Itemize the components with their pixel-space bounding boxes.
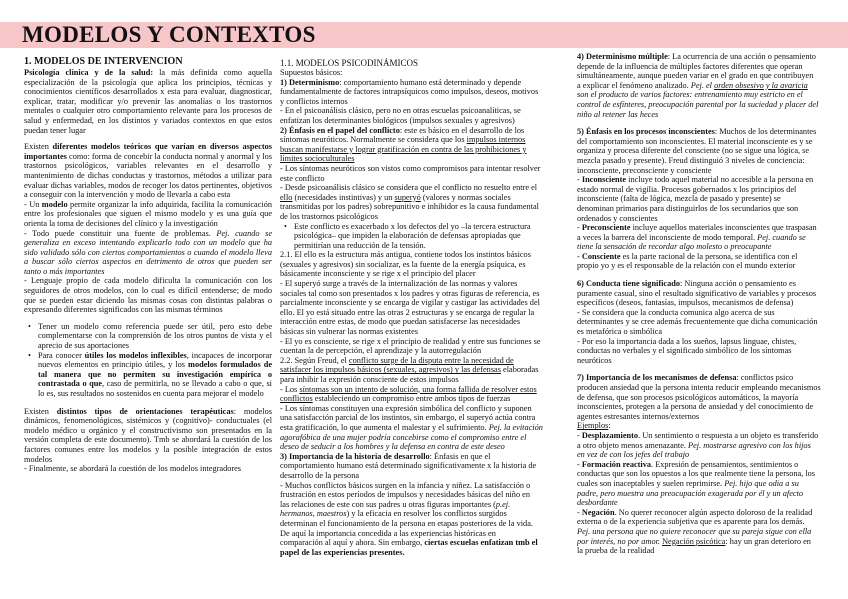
text-line: padre, pero muestra una preocupación exagerada por él y un afecto — [577, 488, 804, 498]
text-line: 7) Importancia de los mecanismos de defensa: conflictos psico — [577, 373, 794, 383]
text-line: conductas que son los opuestos a los que realmente tiene la persona, los — [577, 469, 816, 479]
text-line: neuróticos — [577, 355, 612, 365]
text-line: propio yo y es el responsable de la relación con el mundo exterior — [577, 261, 796, 271]
text-line: • Este conflicto es exacerbado x los defectos del yo –la tercera estructura — [280, 222, 566, 232]
text-line: de los trastornos psicológicos — [280, 211, 378, 221]
section-heading: 1. MODELOS DE INTERVENCIÓN — [24, 56, 183, 67]
text-line: (sexuales y agresivos) sin socializar, es la fuente de la energía psíquica, es — [280, 259, 526, 269]
text-line: - En el psicoanálisis clásico, pero no en otras escuelas psicoanalíticas, se — [280, 106, 521, 116]
text-line: básicamente inconsciente y se rige x el principio del placer — [280, 269, 476, 279]
text-line: las relaciones de este con sus padres u otras figuras importantes (p.ej. — [280, 499, 511, 509]
text-line: a explicar el fenómeno analizado. Pej. el orden obsesivo y la avaricia — [577, 80, 808, 90]
text-line: este conflicto — [280, 173, 325, 183]
text-line: - Desplazamiento. Un sentimiento o respuesta a un objeto es transferido — [577, 430, 819, 440]
text-line: - Negación. No querer reconocer algún aspecto doloroso de la realidad — [577, 507, 813, 517]
text-line: 6) Conducta tiene significado: Ninguna acción o pensamiento es — [577, 279, 796, 289]
text-line: producen ansiedad que la persona intenta reducir empleando mecanismos — [577, 383, 821, 392]
text-line: una satisfacción parcial de los instintos, sin embargo, el superyó actúa contra — [280, 413, 536, 423]
text-line: ordenados y conscientes — [577, 213, 658, 223]
text-line: puramente casual, sino el resultado significativo de variables y procesos — [577, 288, 817, 298]
text-line: son el producto de varios factores: entrenamiento muy estricto en el — [577, 90, 803, 100]
text-line — [577, 271, 833, 279]
text-line: cuentan la de percepción, el aprendizaje y la autorregulación — [280, 346, 482, 356]
text-line: cuales son inaceptables y suelen reprimirse. Pej. hijo que odia a su — [577, 478, 799, 488]
text-line: tiene la sensación de recordar algo molesto o preocupante — [577, 242, 772, 252]
paragraph-definition: Psicología clínica y de la salud: la más definida como aquella especialización de la psicología que aplica los principios, técnicas y conocimientos científicos desarrollados x esta para evaluar, diagnosticar, explicar, tratar, modificar y/o prevenir las anomalías o los trastornos mentales o cualquier otro comportamiento relevante para los procesos de salud y enfermedad, en los distintos y variados contextos en que estos puedan tener lugar — [24, 68, 272, 135]
bullet-item: • Para conocer útiles los modelos inflexibles, incapaces de incorporar nuevos elementos en principio útiles, y los modelos formulados de tal manera que no permiten su investigación empírica o contrastada o que, caso de permitirla, no se llevado a cabo o que, si lo es, sus resultados no sostenidos en cuenta para mejorar el modelo — [24, 351, 272, 399]
text-line: agorafóbica de una mujer podría concebirse como el compromiso entre el — [280, 432, 527, 442]
text-line: satisfacer los impulsos básicos (sexuales, agresivos) y las defensas elaboradas — [280, 365, 539, 375]
text-line: parcialmente inconsciente y se encarga de vigilar y castigar las actividades del — [280, 298, 540, 308]
text-line: enfatizan los determinantes biológicos (impulsos sexuales y agresivos) — [280, 115, 515, 125]
text-line: comportamiento humano está determinado significativamente x la historia de — [280, 461, 537, 471]
text-line: buscan manifestarse y lograr gratificación en contra de las prohibiciones y — [280, 144, 527, 154]
text-line: 1) Determinismo: comportamiento humano está determinado y depende — [280, 77, 522, 87]
text-line: de defensa, que son procesos psicológicos automáticos, la mayoría — [577, 392, 799, 402]
text-line: límites socioculturales — [280, 154, 355, 164]
text-line: 2.1. El ello es la estructura más antigua, contiene todos los instintos básicos — [280, 250, 531, 260]
text-line: a veces la barrera del inconsciente de modo temporal. Pej. cuando se — [577, 232, 806, 242]
text-line: agentes estresantes internos/externos — [577, 411, 700, 421]
text-line: inconscientes, protegen a la persona de ansiedad y del conocimiento de — [577, 402, 814, 412]
text-line: inconsciente, preconsciente y consciente — [577, 165, 712, 175]
text-line: es metafórica o simbólica — [577, 327, 663, 337]
text-line: por interés, no por amor. Negación psicótica: hay un gran deterioro en — [577, 536, 811, 546]
text-line: determinantes y se cree además frecuentemente que dicha comunicación — [577, 317, 818, 327]
text-line: De aquí la importancia concedida a las experiencias históricas en — [280, 528, 496, 538]
text-line: del comportamiento son inconscientes. El material inconsciente es y se — [577, 136, 813, 146]
text-line: fundamentalmente de factores intrapsíquicos como impulsos, deseos, motivos — [280, 87, 539, 97]
paragraph-orientations: Existen distintos tipos de orientaciones terapéuticas: modelos dinámicos, fenomenológicos, sistémicos y (cognitivo)- conductuales (el modelo médico u orgánico y el constructivismo son presentados en la versión completa de este documento). Tmb se abordará la cuestión de los factores comunes entre los modelos y la posible integración de estos modelos - Finalmente, se abordará la cuestión de los modelos integradores — [24, 406, 272, 474]
intro-label: Supuestos básicos: — [280, 68, 343, 77]
text-line: inconsciente (falta de lógica, mezcla de pasado y presente) se — [577, 194, 781, 204]
text-line: comparación al aquí y ahora. Sin embargo, ciertas escuelas enfatizan tmb el — [280, 538, 538, 548]
text-line: la prueba de la realidad — [577, 546, 655, 556]
text-line — [577, 119, 833, 127]
text-line: 4) Determinismo múltiple: La ocurrencia de una acción o pensamiento — [577, 52, 816, 61]
text-line: desbordante — [577, 498, 618, 508]
text-line: en vez de con los jefes del trabajo — [577, 450, 690, 460]
column-1 — [24, 56, 272, 596]
page-title: MODELOS Y CONTEXTOS — [22, 22, 316, 47]
text-line: mezcla pasado y presente). Freud distinguió 3 niveles de conciencia: — [577, 155, 805, 165]
text-line: - El yo es consciente, se rige x el principio de realidad y entre sus funciones se — [280, 336, 541, 346]
text-line: organiza y procesa diferente del consciente (no se sigue una lógica, se — [577, 146, 810, 156]
text-line: básicas sin vulnerar las normas existentes — [280, 327, 419, 337]
text-line: ello. El yo está situado entre las otras 2 estructuras y se encarga de regular la — [280, 307, 535, 317]
column-2-body — [280, 78, 566, 558]
text-line: interacción entre estas, de modo que puedan satisfacerse las necesidades — [280, 317, 521, 327]
text-line: - Desde psicoanálisis clásico se considera que el conflicto no resuelto entre el — [280, 183, 538, 193]
text-line: conductas no verbales y el significado simbólico de los síntomas — [577, 346, 792, 356]
section-heading: 1.1. MODELOS PSICODINÁMICOS — [280, 58, 419, 68]
text-line: a otro objeto menos amenazante. Pej. mostrarse agresivo con los hijos — [577, 440, 811, 450]
text-line: - El superyó surge a través de la internalización de las normas y valores — [280, 279, 518, 289]
text-line: ello (necesidades instintivas) y un superyó (valores y normas sociales — [280, 192, 511, 202]
text-line: control de esfínteres, preocupación parental por la suciedad y placer del — [577, 99, 819, 109]
text-line: sociales tal como son presentados x los padres y otras figuras de referencia, es — [280, 288, 540, 298]
text-line: esta gratificación, lo que aumenta el malestar y el sufrimiento. Pej. la evitación — [280, 422, 543, 432]
text-line: frustración en estos períodos de impulsos y necesidades básicas del niño en — [280, 490, 530, 500]
text-line: permitirían una reducción de la tensión. — [294, 240, 426, 250]
column-2 — [280, 58, 566, 598]
text-line: psicológica– que impiden la elaboración de defensas apropiadas que — [294, 231, 521, 241]
text-line: - Consciente es la parte racional de la persona, se identifica con el — [577, 251, 798, 261]
text-line: específicos (deseos, fantasías, impulsos, mecanismos de defensa) — [577, 298, 794, 308]
text-line: niño al retener las heces — [577, 109, 659, 119]
text-line: para inhibir la expresión consciente de estos impulsos — [280, 375, 459, 384]
text-line — [577, 365, 833, 373]
text-line: determinan el funcionamiento de la persona en etapas posteriores de la vida. — [280, 518, 533, 528]
text-line: estado normal de vigilia. Procesos gobernados x los principios del — [577, 184, 797, 194]
text-line: - Se considera que la conducta comunica algo acerca de sus — [577, 307, 775, 317]
text-line: hermanos, maestros) y la eficacia en resolver los conflictos surgidos — [280, 509, 507, 519]
text-line: - Inconsciente incluye todo aquel material no accesible a la persona en — [577, 175, 814, 185]
text-line: papel de las experiencias presentes. — [280, 547, 405, 557]
text-line: Pej. una persona que no quiere reconocer que su pareja sigue con ella — [577, 526, 812, 536]
column-3-body — [577, 52, 833, 556]
text-line: y conflictos internos — [280, 96, 348, 106]
text-line: - Preconsciente incluye aquellos materiales inconscientes que traspasan — [577, 223, 817, 233]
text-line: - Formación reactiva. Expresión de pensamientos, sentimientos o — [577, 459, 799, 469]
text-line: deseo de seducir a los hombres y la defensa en contra de este deseo — [280, 442, 505, 452]
text-line: transmitidas por los padres) sobrepunitivo e inhibidor es la causa fundamental — [280, 202, 539, 212]
text-line: - Los síntomas neuróticos son vistos como compromisos para intentar resolver — [280, 163, 541, 173]
text-line: externa o de la experiencia subjetiva que es aparente para los demás. — [577, 517, 805, 527]
text-line: desarrollo de la persona — [280, 470, 360, 480]
text-line: 5) Énfasis en los procesos inconscientes: Muchos de los determinantes — [577, 127, 817, 137]
column-3 — [577, 52, 833, 592]
text-line: conflictos estableciendo un compromiso entre ambos tipos de fuerzas — [280, 394, 511, 404]
text-line: - Muchos conflictos básicos surgen en la infancia y niñez. La satisfacción o — [280, 480, 531, 490]
text-line: síntomas neuróticos. Normalmente se considera que los impulsos internos — [280, 135, 526, 145]
text-line: - Por eso la importancia dada a los sueños, lapsus linguae, chistes, — [577, 336, 797, 346]
text-line: 2) Énfasis en el papel del conflicto: este es básico en el desarrollo de los — [280, 125, 525, 135]
paragraph-models: Existen diferentes modelos teóricos que varían en diversos aspectos importantes como: forma de concebir la conducta normal y anormal y los trastornos psicológicos, variables relevantes en el desarrollo y mantenimiento de dichas conductas y trastornos, métodos a utilizar para evaluar dichas variables, modos de recoger los datos pertinentes, objetivos a conseguir con la intervención y modo de llevarla a cabo esta - Un modelo permite organizar la info adquirida, facilita la comunicación entre los profesionales que siguen el mismo modelo y es una guía que orienta la toma de decisiones del clínico y la investigación - Todo puede constituir una fuente de problemas. Pej. cuando se generaliza en exceso intentando explicarlo todo con un modelo que ha sido validado sólo con ciertos comportamientos o cuando el modelo lleva a buscar sólo ciertos aspectos en detrimento de otros que pueden ser tanto o más importantes - Lenguaje propio de cada modelo dificulta la comunicación con los seguidores de otros modelos, con lo cual es difícil entenderse; de modo que se pueden estar diciendo las mismas cosas con distintas palabras o expresando diferentes significados con las mismas términos — [24, 142, 272, 315]
text-line: Ejemplos: — [577, 421, 611, 431]
text-line: simultáneamente, aunque pueden variar en el grado en que contribuyen — [577, 71, 814, 81]
text-line: depende de la influencia de múltiples factores diferentes que operan — [577, 61, 803, 71]
text-line: denominan primarios para distinguirlos de los secundarios que son — [577, 203, 799, 213]
text-line: 3) Importancia de la historia de desarrollo: Énfasis en que el — [280, 451, 491, 461]
text-line: 2.2. Según Freud, el conflicto surge de la disputa entre la necesidad de — [280, 355, 514, 365]
text-line: - Los síntomas son un intento de solución, una forma fallida de resolver estos — [280, 384, 537, 394]
text-line: - Los síntomas constituyen una expresión simbólica del conflicto y suponen — [280, 403, 532, 413]
bullet-item: • Tener un modelo como referencia puede ser útil, pero esto debe complementarse con la comprensión de los otros puntos de vista y el aprecio de sus aportaciones — [24, 322, 272, 351]
